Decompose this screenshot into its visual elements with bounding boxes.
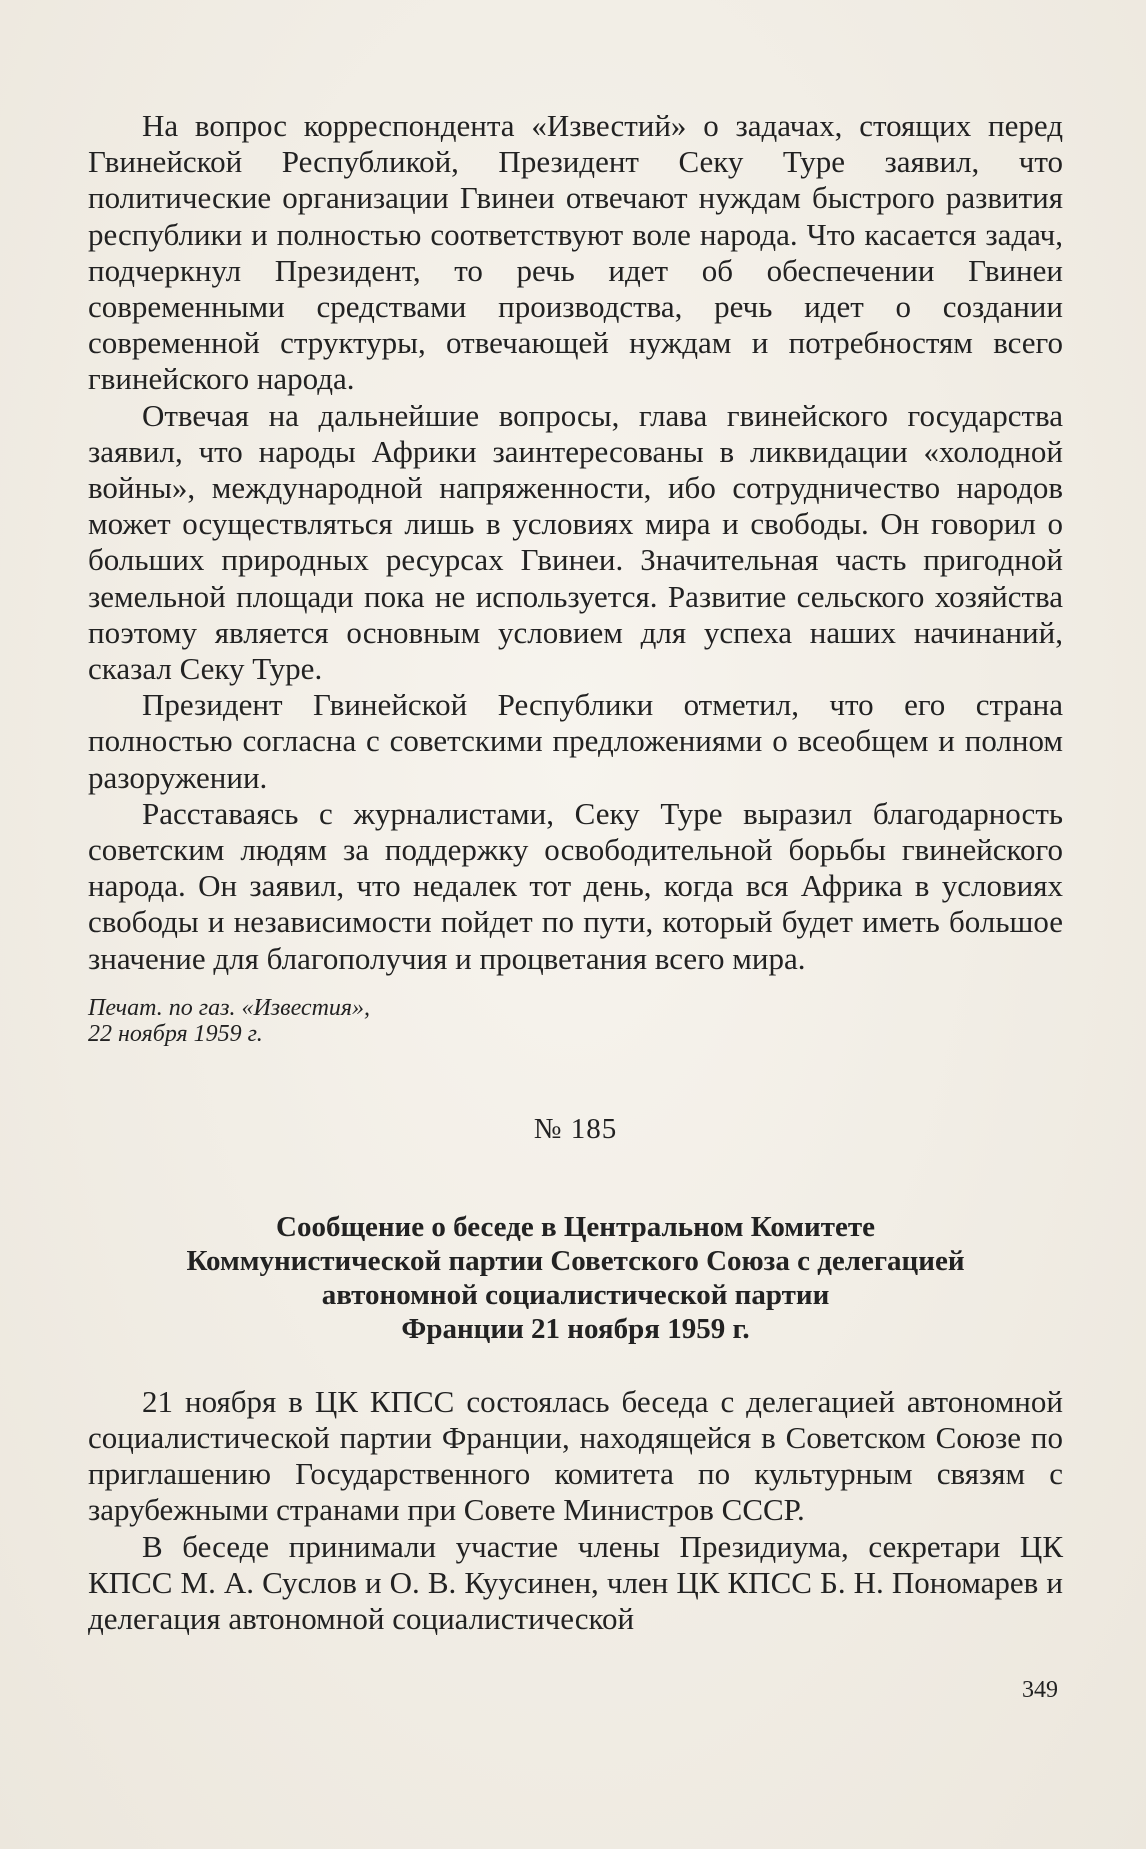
source-line-1: Печат. по газ. «Известия», [88, 994, 371, 1021]
paragraph-3: Президент Гвинейской Республики отметил, что его страна полностью согласна с советскими предложениями о всеобщем и полном разоружении. [88, 687, 1063, 795]
paragraph-1: На вопрос корреспондента «Известий» о задачах, стоящих перед Гвинейской Республикой, Президент Секу Туре заявил, что политические организации Гвинеи отвечают нуждам быстрого развития республики и полностью соответствуют воле народа. Что касается задач, подчеркнул Президент, то речь идет об обеспечении Гвинеи современными средствами производства, речь идет о создании современной структуры, отвечающей нуждам и потребностям всего гвинейского народа. [88, 108, 1063, 397]
page-content [88, 108, 1063, 1637]
paragraph-4: Расставаясь с журналистами, Секу Туре выразил благодарность советским людям за поддержку освободительной борьбы гвинейского народа. Он заявил, что недалек тот день, когда вся Африка в условиях свободы и независимости пойдет по пути, который будет иметь большое значение для благополучия и процветания всего мира. [88, 795, 1063, 976]
title-line-4: Франции 21 ноября 1959 г. [401, 1312, 750, 1345]
title-line-1: Сообщение о беседе в Центральном Комитете [276, 1210, 875, 1243]
document-title [88, 1210, 1063, 1346]
paragraph-2: Отвечая на дальнейшие вопросы, глава гвинейского государства заявил, что народы Африки заинтересованы в ликвидации «холодной войны», международной напряженности, ибо сотрудничество народов может осуществляться лишь в условиях мира и свободы. Он говорил о больших природных ресурсах Гвинеи. Значительная часть пригодной земельной площади пока не используется. Развитие сельского хозяйства поэтому является основным условием для успеха наших начинаний, сказал Секу Туре. [88, 397, 1063, 687]
source-line-2: 22 ноября 1959 г. [88, 1020, 263, 1047]
title-line-2: Коммунистической партии Советского Союза с делегацией [186, 1244, 965, 1277]
title-line-3: автономной социалистической партии [321, 1278, 830, 1311]
section-2-body [88, 1384, 1063, 1637]
document-number: № 185 [533, 1112, 618, 1145]
source-citation [88, 995, 1063, 1047]
paragraph-6: В беседе принимали участие члены Президиума, секретари ЦК КПСС М. А. Суслов и О. В. Куусинен, член ЦК КПСС Б. Н. Пономарев и делегация автономной социалистической [88, 1528, 1063, 1637]
paragraph-5: 21 ноября в ЦК КПСС состоялась беседа с делегацией автономной социалистической партии Франции, находящейся в Советском Союзе по приглашению Государственного комитета по культурным связям с зарубежными странами при Совете Министров СССР. [88, 1383, 1063, 1528]
page-number: 349 [1022, 1677, 1058, 1703]
